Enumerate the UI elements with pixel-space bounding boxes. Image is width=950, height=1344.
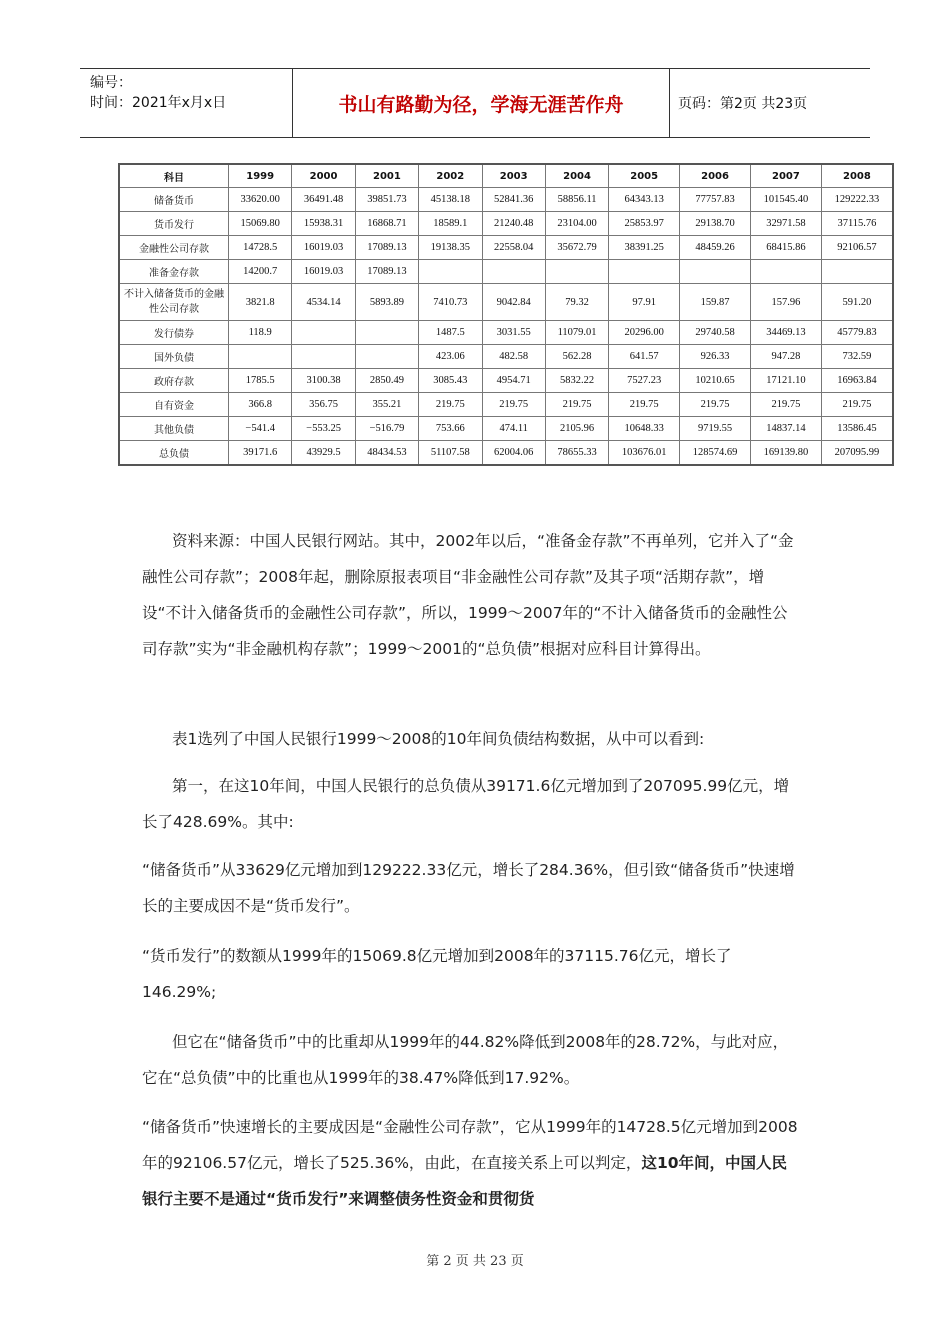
table-cell: 29138.70 xyxy=(680,212,751,236)
col-header: 2002 xyxy=(419,164,482,188)
table-cell: 19138.35 xyxy=(419,236,482,260)
table-cell: 3085.43 xyxy=(419,369,482,393)
table-row xyxy=(119,345,893,369)
table-cell: 38391.25 xyxy=(609,236,680,260)
table-cell: 48459.26 xyxy=(680,236,751,260)
col-header: 2008 xyxy=(821,164,893,188)
table-row xyxy=(119,188,893,212)
table-cell: 14728.5 xyxy=(229,236,292,260)
table-cell: 17121.10 xyxy=(751,369,822,393)
table-cell: 18589.1 xyxy=(419,212,482,236)
table-cell: 39851.73 xyxy=(355,188,418,212)
table-cell: −553.25 xyxy=(292,417,355,441)
table-cell xyxy=(292,321,355,345)
row-label: 政府存款 xyxy=(119,369,229,393)
paragraph-currency-issue: “货币发行”的数额从1999年的15069.8亿元增加到2008年的37115.76亿元，增长了146.29%; xyxy=(142,947,732,1001)
row-label: 国外负债 xyxy=(119,345,229,369)
table-cell: 159.87 xyxy=(680,284,751,321)
document-header xyxy=(80,68,870,138)
table-cell: 58856.11 xyxy=(545,188,608,212)
table-cell: 4534.14 xyxy=(292,284,355,321)
table-cell: 5832.22 xyxy=(545,369,608,393)
table-cell: 169139.80 xyxy=(751,441,822,466)
table-cell: 17089.13 xyxy=(355,260,418,284)
table-cell: 118.9 xyxy=(229,321,292,345)
table-cell: 14837.14 xyxy=(751,417,822,441)
row-label: 金融性公司存款 xyxy=(119,236,229,260)
table-cell: 219.75 xyxy=(482,393,545,417)
table-row xyxy=(119,212,893,236)
col-header: 1999 xyxy=(229,164,292,188)
table-cell: 2850.49 xyxy=(355,369,418,393)
table-cell: 52841.36 xyxy=(482,188,545,212)
table-cell: 14200.7 xyxy=(229,260,292,284)
paragraph-intro: 表1选列了中国人民银行1999～2008的10年间负债结构数据，从中可以看到: xyxy=(172,730,705,748)
table-cell: 482.58 xyxy=(482,345,545,369)
table-cell: 77757.83 xyxy=(680,188,751,212)
col-header: 2006 xyxy=(680,164,751,188)
table-cell: 926.33 xyxy=(680,345,751,369)
col-header: 2007 xyxy=(751,164,822,188)
table-cell: 23104.00 xyxy=(545,212,608,236)
table-cell: 34469.13 xyxy=(751,321,822,345)
row-label: 发行债券 xyxy=(119,321,229,345)
row-label: 自有资金 xyxy=(119,393,229,417)
table-cell: −516.79 xyxy=(355,417,418,441)
table-cell: 33620.00 xyxy=(229,188,292,212)
col-header: 2000 xyxy=(292,164,355,188)
table-cell: 101545.40 xyxy=(751,188,822,212)
table-cell: 641.57 xyxy=(609,345,680,369)
table-cell: 13586.45 xyxy=(821,417,893,441)
table-cell: 356.75 xyxy=(292,393,355,417)
table-cell: 37115.76 xyxy=(821,212,893,236)
table-row xyxy=(119,393,893,417)
col-header: 2005 xyxy=(609,164,680,188)
bold-conclusion: 这10年间，中国人民银行主要不是通过“货币发行”来调整债务性资金和贯彻货 xyxy=(142,1154,788,1208)
row-label: 货币发行 xyxy=(119,212,229,236)
table-cell: 92106.57 xyxy=(821,236,893,260)
table-cell: 129222.33 xyxy=(821,188,893,212)
table-cell: 1487.5 xyxy=(419,321,482,345)
table-row xyxy=(119,441,893,466)
table-cell: 45138.18 xyxy=(419,188,482,212)
paragraph-reserve-money: “储备货币”从33629亿元增加到129222.33亿元，增长了284.36%，但引致“储备货币”快速增长的主要成因不是“货币发行”。 xyxy=(142,861,795,915)
table-cell xyxy=(680,260,751,284)
table-cell: 9042.84 xyxy=(482,284,545,321)
table-cell: 7527.23 xyxy=(609,369,680,393)
paragraph-source: 资料来源：中国人民银行网站。其中，2002年以后，“准备金存款”不再单列，它并入了“金融性公司存款”；2008年起，删除原报表项目“非金融性公司存款”及其子项“活期存款”，增设“不计入储备货币的金融性公司存款”，所以，1999～2007年的“不计入储备货币的金融性公司存款”实为“非金融机构存款”；1999～2001的“总负债”根据对应科目计算得出。 xyxy=(142,532,794,658)
table-cell: 48434.53 xyxy=(355,441,418,466)
table-cell: 36491.48 xyxy=(292,188,355,212)
header-meta xyxy=(80,69,293,137)
table-cell: 219.75 xyxy=(419,393,482,417)
row-label: 不计入储备货币的金融性公司存款 xyxy=(119,284,229,321)
page-footer: 第 2 页 共 23 页 xyxy=(426,1254,524,1269)
table-cell: 3100.38 xyxy=(292,369,355,393)
table-cell: 16019.03 xyxy=(292,260,355,284)
table-cell xyxy=(355,345,418,369)
table-cell: 366.8 xyxy=(229,393,292,417)
table-cell: 79.32 xyxy=(545,284,608,321)
table-cell: 32971.58 xyxy=(751,212,822,236)
table-cell: 64343.13 xyxy=(609,188,680,212)
table-cell: 3821.8 xyxy=(229,284,292,321)
table-cell: 7410.73 xyxy=(419,284,482,321)
table-cell: 25853.97 xyxy=(609,212,680,236)
table-cell: 219.75 xyxy=(680,393,751,417)
row-label: 其他负债 xyxy=(119,417,229,441)
table-row xyxy=(119,236,893,260)
table-cell xyxy=(482,260,545,284)
table-cell: 562.28 xyxy=(545,345,608,369)
table-cell: 21240.48 xyxy=(482,212,545,236)
table-cell: 219.75 xyxy=(751,393,822,417)
table-cell xyxy=(292,345,355,369)
paragraph-first: 第一，在这10年间，中国人民银行的总负债从39171.6亿元增加到了207095.99亿元，增长了428.69%。其中: xyxy=(142,777,790,831)
table-row xyxy=(119,369,893,393)
table-header-row xyxy=(119,164,893,188)
table-cell: 16019.03 xyxy=(292,236,355,260)
table-cell: 591.20 xyxy=(821,284,893,321)
table-cell: 732.59 xyxy=(821,345,893,369)
table-cell: 3031.55 xyxy=(482,321,545,345)
table-row xyxy=(119,417,893,441)
paragraph-proportion: 但它在“储备货币”中的比重却从1999年的44.82%降低到2008年的28.72%，与此对应，它在“总负债”中的比重也从1999年的38.47%降低到17.92%。 xyxy=(142,1033,789,1087)
table-cell xyxy=(609,260,680,284)
table-cell: 17089.13 xyxy=(355,236,418,260)
table-cell xyxy=(229,345,292,369)
table-cell: 2105.96 xyxy=(545,417,608,441)
table-row xyxy=(119,284,893,321)
table-cell: 753.66 xyxy=(419,417,482,441)
table-cell: 10210.65 xyxy=(680,369,751,393)
table-cell: 51107.58 xyxy=(419,441,482,466)
table-cell: 15938.31 xyxy=(292,212,355,236)
table-cell: 207095.99 xyxy=(821,441,893,466)
table-cell xyxy=(821,260,893,284)
table-cell: 78655.33 xyxy=(545,441,608,466)
code-label: 编号： xyxy=(90,75,132,91)
table-cell: 5893.89 xyxy=(355,284,418,321)
col-header: 2003 xyxy=(482,164,545,188)
row-label: 储备货币 xyxy=(119,188,229,212)
header-slogan: 书山有路勤为径，学海无涯苦作舟 xyxy=(293,69,670,137)
table-cell: 39171.6 xyxy=(229,441,292,466)
table-cell: 219.75 xyxy=(609,393,680,417)
header-page-info: 页码：第2页 共23页 xyxy=(678,96,808,112)
table-cell: 16868.71 xyxy=(355,212,418,236)
table-cell: 103676.01 xyxy=(609,441,680,466)
col-header: 2004 xyxy=(545,164,608,188)
table-cell: 474.11 xyxy=(482,417,545,441)
table-cell: 4954.71 xyxy=(482,369,545,393)
table-cell xyxy=(355,321,418,345)
col-header: 科目 xyxy=(119,164,229,188)
table-cell: 423.06 xyxy=(419,345,482,369)
table-cell: 128574.69 xyxy=(680,441,751,466)
table-cell: 947.28 xyxy=(751,345,822,369)
table-cell: 11079.01 xyxy=(545,321,608,345)
table-cell: 20296.00 xyxy=(609,321,680,345)
table-cell: 355.21 xyxy=(355,393,418,417)
table-cell: −541.4 xyxy=(229,417,292,441)
table-row xyxy=(119,260,893,284)
table-cell: 45779.83 xyxy=(821,321,893,345)
table-cell: 62004.06 xyxy=(482,441,545,466)
table-row xyxy=(119,321,893,345)
table-cell: 43929.5 xyxy=(292,441,355,466)
table-cell: 219.75 xyxy=(821,393,893,417)
table-cell: 97.91 xyxy=(609,284,680,321)
liability-table xyxy=(118,163,894,466)
table-cell xyxy=(751,260,822,284)
table-cell: 10648.33 xyxy=(609,417,680,441)
row-label: 准备金存款 xyxy=(119,260,229,284)
paragraph-conclusion: “储备货币”快速增长的主要成因是“金融性公司存款”，它从1999年的14728.5亿元增加到2008年的92106.57亿元，增长了525.36%，由此，在直接关系上可以判定，这10年间，中国人民银行主要不是通过“货币发行”来调整债务性资金和贯彻货 xyxy=(142,1118,798,1208)
table-cell: 68415.86 xyxy=(751,236,822,260)
table-cell: 22558.04 xyxy=(482,236,545,260)
row-label: 总负债 xyxy=(119,441,229,466)
table-cell xyxy=(419,260,482,284)
table-cell: 29740.58 xyxy=(680,321,751,345)
table-cell: 15069.80 xyxy=(229,212,292,236)
col-header: 2001 xyxy=(355,164,418,188)
table-cell xyxy=(545,260,608,284)
table-cell: 1785.5 xyxy=(229,369,292,393)
table-cell: 9719.55 xyxy=(680,417,751,441)
table-cell: 219.75 xyxy=(545,393,608,417)
table-cell: 16963.84 xyxy=(821,369,893,393)
table-cell: 157.96 xyxy=(751,284,822,321)
table-cell: 35672.79 xyxy=(545,236,608,260)
date-label: 时间：2021年x月x日 xyxy=(90,95,227,111)
